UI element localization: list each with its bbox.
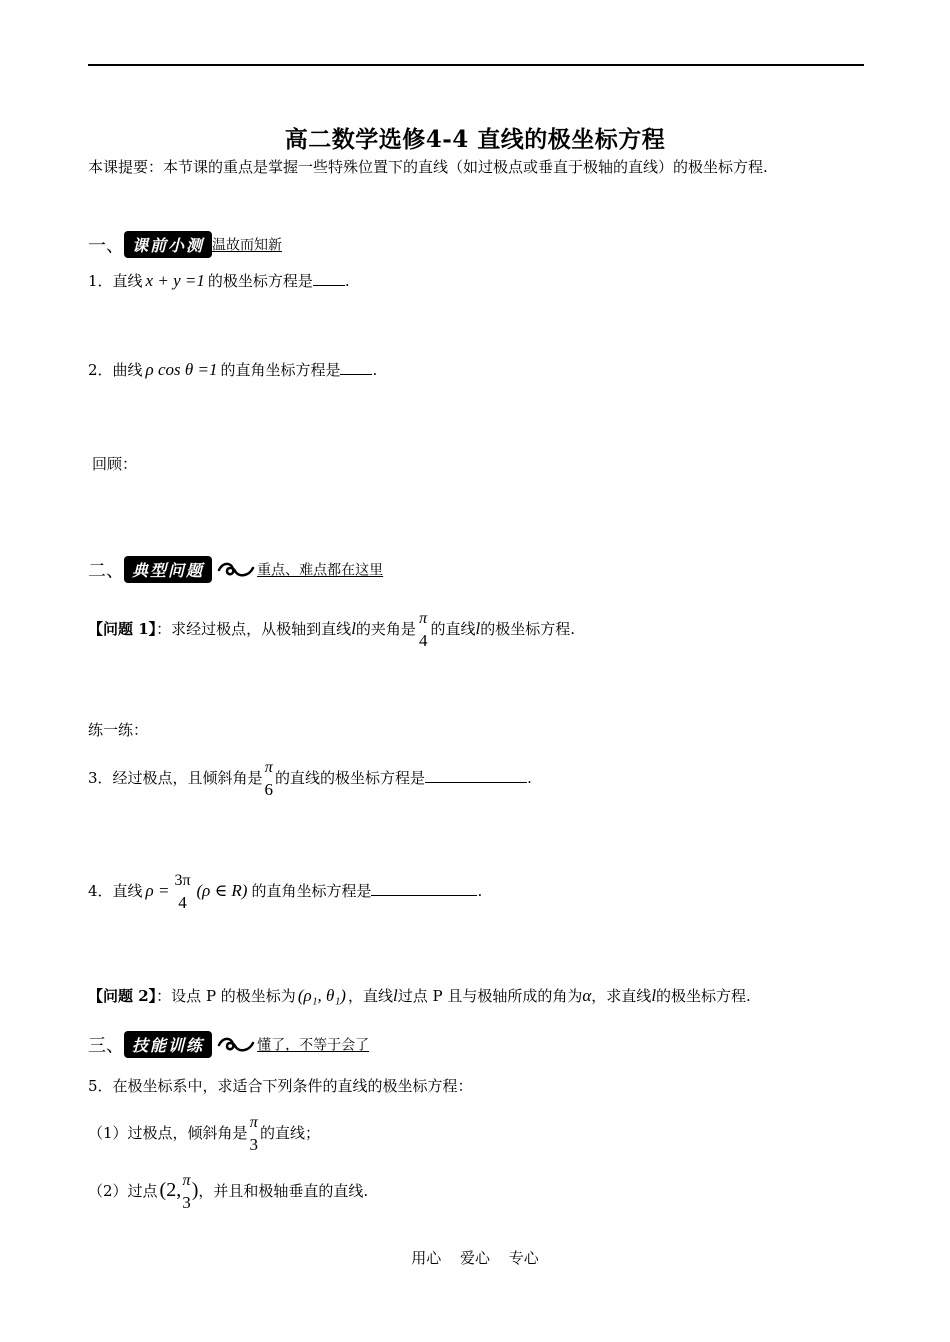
section-2-number: 二、 <box>88 560 124 582</box>
section-1-badge: 课前小测 <box>124 231 212 258</box>
question-5b-suffix: ，并且和极轴垂直的直线. <box>198 1182 369 1200</box>
question-4-condition: (ρ ∈ R) <box>196 881 248 900</box>
section-2-subtitle: 重点、难点都在这里 <box>257 562 384 579</box>
answer-blank-4[interactable] <box>371 881 477 896</box>
problem-2-label: 【问题 2】 <box>88 987 157 1005</box>
question-4-prefix: 4．直线 <box>88 882 143 900</box>
section-2-heading <box>88 556 383 583</box>
section-1-number: 一、 <box>88 235 124 257</box>
problem-1-line-var: l <box>351 619 356 638</box>
fraction-denominator: 3 <box>182 1193 191 1212</box>
problem-2-text-e: 的极坐标方程. <box>656 987 751 1005</box>
question-5b-fraction <box>182 1170 191 1214</box>
fraction-denominator: 3 <box>249 1135 259 1154</box>
section-3-subtitle: 懂了，不等于会了 <box>257 1037 370 1054</box>
section-3-number: 三、 <box>88 1035 124 1057</box>
header-rule <box>88 64 864 66</box>
fraction-denominator: 4 <box>418 631 428 650</box>
question-5b-open: (2, <box>159 1179 182 1201</box>
fraction-numerator: π <box>182 1172 191 1189</box>
question-5a-prefix: （1）过极点，倾斜角是 <box>88 1124 248 1142</box>
section-1-subtitle: 温故而知新 <box>212 237 283 254</box>
question-5a <box>88 1112 320 1156</box>
question-4-suffix: 的直角坐标方程是 <box>251 882 372 900</box>
question-1 <box>88 271 350 291</box>
question-3-prefix: 3．经过极点，且倾斜角是 <box>88 769 263 787</box>
question-3-end: . <box>527 769 532 787</box>
page-footer: 用心 爱心 专心 <box>411 1249 539 1267</box>
question-5b-close: ) <box>191 1179 199 1201</box>
question-2-expression: ρ cos θ =1 <box>145 360 218 379</box>
problem-2-text-b: ，直线 <box>347 987 393 1005</box>
question-4 <box>88 870 482 914</box>
section-3-badge: 技能训练 <box>124 1031 212 1058</box>
question-1-end: . <box>344 272 350 290</box>
lesson-intro: 本课提要：本节课的重点是掌握一些特殊位置下的直线（如过极点或垂直于极轴的直线）的极坐标方程. <box>88 158 768 176</box>
question-4-end: . <box>477 882 483 900</box>
problem-1-label: 【问题 1】 <box>88 620 157 638</box>
fraction-denominator: 4 <box>178 893 187 912</box>
problem-2-text-a: ：设点 P 的极坐标为 <box>156 987 296 1005</box>
question-2-suffix: 的直角坐标方程是 <box>220 361 341 379</box>
swirl-ornament-icon <box>217 560 257 580</box>
question-4-fraction <box>174 870 190 914</box>
problem-1-line-var-2: l <box>475 619 481 638</box>
practice-label: 练一练： <box>88 721 149 739</box>
question-2 <box>88 360 377 380</box>
answer-blank-2[interactable] <box>340 360 372 375</box>
answer-blank-3[interactable] <box>425 768 527 783</box>
question-3-suffix: 的直线的极坐标方程是 <box>275 769 426 787</box>
problem-2-alpha: α <box>582 986 592 1005</box>
problem-2-text-c: 过点 P 且与极轴所成的角为 <box>397 987 583 1005</box>
question-2-prefix: 2．曲线 <box>88 361 143 379</box>
question-2-end: . <box>372 361 378 379</box>
question-5a-suffix: 的直线； <box>260 1124 321 1142</box>
problem-1-text-c: 的直线 <box>430 620 476 638</box>
problem-1-text-b: 的夹角是 <box>355 620 416 638</box>
question-5a-fraction <box>250 1112 259 1156</box>
swirl-ornament-icon <box>217 1035 257 1055</box>
fraction-numerator: 3π <box>174 872 191 889</box>
page-title: 高二数学选修4-4 直线的极坐标方程 <box>284 126 666 153</box>
question-5: 5．在极坐标系中，求适合下列条件的直线的极坐标方程： <box>88 1077 473 1095</box>
question-5b <box>88 1170 368 1214</box>
problem-1-text-d: 的极坐标方程. <box>480 620 575 638</box>
question-4-rho: ρ = <box>145 881 170 900</box>
problem-1-fraction <box>419 608 428 652</box>
problem-1-text-a: ：求经过极点，从极轴到直线 <box>156 620 352 638</box>
question-1-prefix: 1．直线 <box>88 272 143 290</box>
question-5b-prefix: （2）过点 <box>88 1182 158 1200</box>
problem-2 <box>88 986 751 1006</box>
question-3-fraction <box>265 757 274 801</box>
problem-2-text-d: ，求直线 <box>591 987 652 1005</box>
question-3 <box>88 757 532 801</box>
problem-1 <box>88 608 575 652</box>
question-1-suffix: 的极坐标方程是 <box>207 272 313 290</box>
fraction-numerator: π <box>419 610 428 627</box>
fraction-denominator: 6 <box>264 780 274 799</box>
review-label: 回顾： <box>92 455 138 473</box>
fraction-numerator: π <box>249 1114 258 1131</box>
problem-2-line-var: l <box>392 986 398 1005</box>
answer-blank-1[interactable] <box>313 271 345 286</box>
problem-2-point: (ρ₁, θ₁) <box>297 986 346 1005</box>
section-1-heading <box>88 231 282 258</box>
section-3-heading <box>88 1031 369 1058</box>
section-2-badge: 典型问题 <box>124 556 212 583</box>
question-1-expression: x + y =1 <box>145 271 205 290</box>
problem-2-line-var-2: l <box>651 986 657 1005</box>
fraction-numerator: π <box>264 759 273 776</box>
